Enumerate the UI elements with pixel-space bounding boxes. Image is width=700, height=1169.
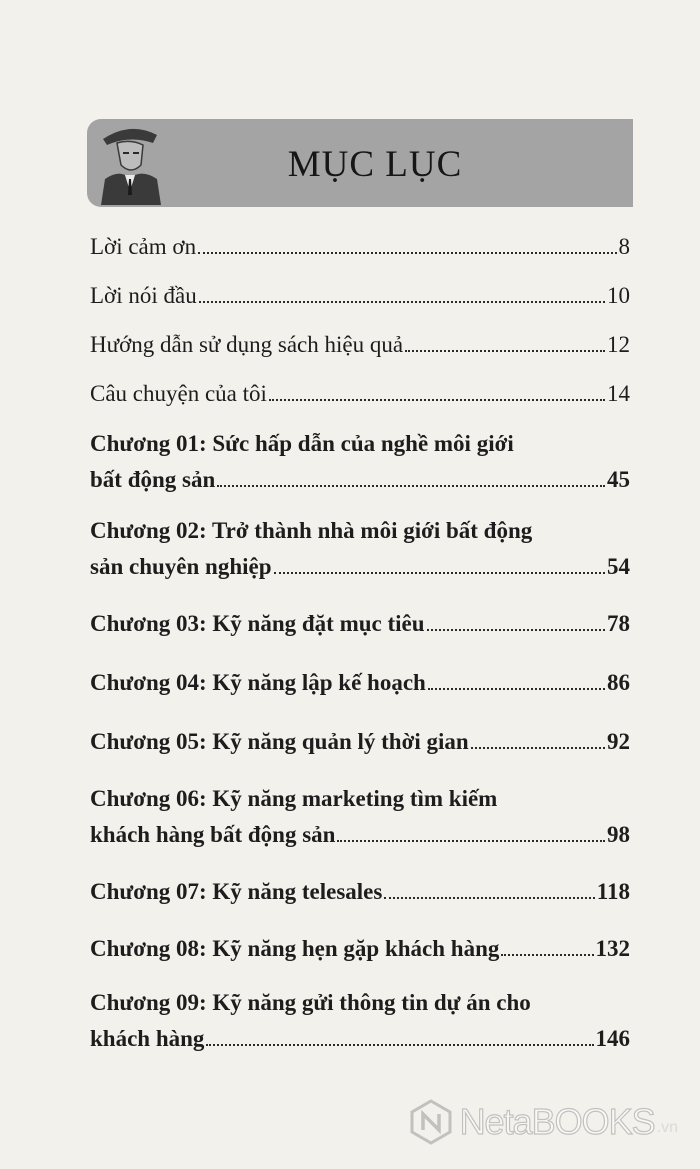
toc-chapter[interactable] — [90, 931, 630, 967]
watermark-brand: NetaBOOKS — [459, 1101, 655, 1142]
chapter-page: 92 — [607, 729, 630, 754]
toc-entry[interactable] — [90, 274, 630, 318]
chapter-title-line: Chương 04: Kỹ năng lập kế hoạch — [90, 670, 426, 695]
toc-chapter[interactable] — [90, 724, 630, 760]
dot-leader — [269, 399, 605, 401]
chapter-page: 86 — [607, 670, 630, 695]
toc-chapter[interactable] — [90, 426, 630, 498]
dot-leader — [427, 629, 605, 631]
toc-chapter[interactable] — [90, 513, 630, 585]
entry-page: 14 — [607, 381, 630, 406]
chapter-page: 118 — [596, 879, 630, 904]
entry-page: 10 — [607, 283, 630, 308]
chapter-title-line: Chương 05: Kỹ năng quản lý thời gian — [90, 729, 469, 754]
chapter-page: 98 — [607, 822, 630, 847]
chapter-title-line: Chương 03: Kỹ năng đặt mục tiêu — [90, 611, 425, 636]
entry-label: Lời nói đầu — [90, 283, 197, 308]
netabooks-logo-icon — [408, 1099, 454, 1145]
entry-label: Lời cảm ơn — [90, 234, 197, 259]
toc-chapter[interactable] — [90, 606, 630, 642]
table-of-contents — [90, 225, 630, 1057]
chapter-title-line: Chương 06: Kỹ năng marketing tìm kiếm — [90, 786, 498, 811]
toc-chapter[interactable] — [90, 985, 630, 1057]
chapter-title-line: sản chuyên nghiệp — [90, 554, 272, 579]
dot-leader — [501, 954, 593, 956]
chapter-title-line: Chương 07: Kỹ năng telesales — [90, 879, 383, 904]
toc-entry[interactable] — [90, 225, 630, 269]
entry-page: 12 — [607, 332, 630, 357]
netabooks-watermark — [408, 1099, 678, 1145]
dot-leader — [217, 485, 605, 487]
chapter-title-line: bất động sản — [90, 467, 216, 492]
toc-title: MỤC LỤC — [287, 144, 463, 185]
dot-leader — [199, 301, 605, 303]
chapter-page: 132 — [595, 936, 630, 961]
toc-chapter[interactable] — [90, 665, 630, 701]
watermark-suffix: .vn — [656, 1119, 678, 1136]
chapter-title-line: Chương 09: Kỹ năng gửi thông tin dự án cho — [90, 990, 531, 1015]
dot-leader — [198, 252, 616, 254]
toc-entry[interactable] — [90, 323, 630, 367]
chapter-title-line: Chương 02: Trở thành nhà môi giới bất động — [90, 518, 533, 543]
entry-label: Hướng dẫn sử dụng sách hiệu quả — [90, 332, 404, 357]
toc-chapter[interactable] — [90, 781, 630, 853]
chapter-title-line: khách hàng — [90, 1026, 205, 1051]
toc-header-banner — [87, 119, 633, 207]
entry-page: 8 — [618, 234, 630, 259]
dot-leader — [471, 747, 605, 749]
dot-leader — [428, 688, 605, 690]
chapter-page: 146 — [595, 1026, 630, 1051]
dot-leader — [337, 840, 605, 842]
chapter-title-line: khách hàng bất động sản — [90, 822, 336, 847]
dot-leader — [206, 1044, 593, 1046]
chapter-title-line: Chương 01: Sức hấp dẫn của nghề môi giới — [90, 431, 514, 456]
dot-leader — [405, 350, 605, 352]
toc-entry[interactable] — [90, 372, 630, 416]
chapter-title-line: Chương 08: Kỹ năng hẹn gặp khách hàng — [90, 936, 500, 961]
dot-leader — [384, 897, 594, 899]
entry-label: Câu chuyện của tôi — [90, 381, 267, 406]
chapter-page: 54 — [607, 554, 630, 579]
toc-chapter[interactable] — [90, 874, 630, 910]
chapter-page: 78 — [607, 611, 630, 636]
chapter-page: 45 — [607, 467, 630, 492]
dot-leader — [274, 572, 605, 574]
